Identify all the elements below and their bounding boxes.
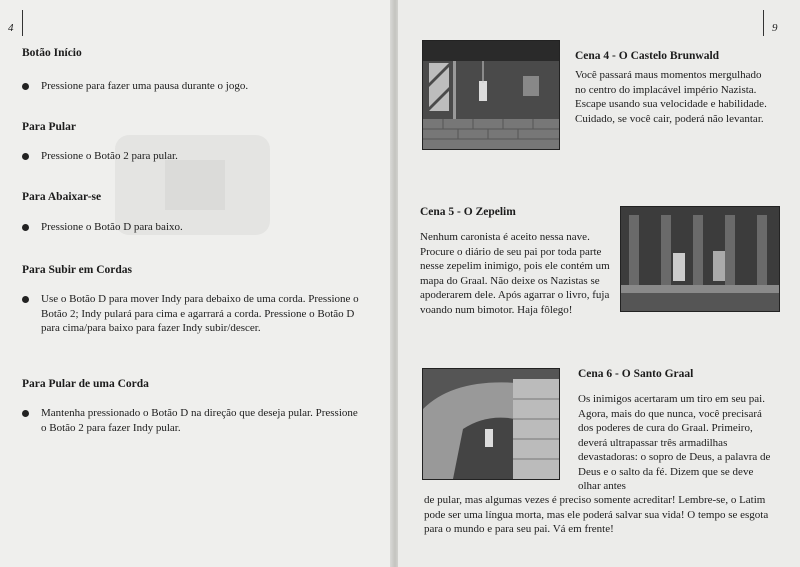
section-heading: Para Abaixar-se: [22, 191, 102, 203]
section-heading: Para Pular: [22, 121, 76, 133]
scene-title: Cena 5 - O Zepelim: [420, 206, 516, 218]
bullet-icon: [22, 410, 29, 417]
zeppelin-scene-illustration: [621, 207, 779, 311]
left-page: [0, 0, 392, 567]
bullet-icon: [22, 296, 29, 303]
bullet-item: [22, 220, 361, 235]
right-page: [398, 0, 800, 567]
scene-description: Os inimigos acertaram um tiro em seu pai. Agora, mais do que nunca, você precisará dos poderes de cura do Graal. Primeiro, deverá ultrapassar três armadilhas devastadoras: o sopro de Deus, a palavra de Deus e o salto da fé. Dizem que se deve olhar antes: [578, 393, 771, 492]
bleed-through-ghost: [178, 40, 184, 63]
scene-6-screenshot: [422, 368, 560, 480]
section-heading: Para Subir em Cordas: [22, 264, 132, 276]
bullet-item: [22, 292, 361, 336]
bullet-text: Pressione para fazer uma pausa durante o jogo.: [41, 80, 249, 92]
grail-scene-illustration: [423, 369, 559, 479]
scene-description: Você passará maus momentos mergulhado no centro do implacável império Nazista. Escape usando sua velocidade e habilidade. Cuidado, se você cair, poderá não levantar.: [575, 69, 767, 125]
scene-4-screenshot: [422, 40, 560, 150]
page-number: 4: [8, 22, 14, 34]
scene-5-screenshot: [620, 206, 780, 312]
bullet-icon: [22, 224, 29, 231]
scene-title: Cena 6 - O Santo Graal: [578, 368, 694, 380]
bullet-icon: [22, 83, 29, 90]
bullet-item: [22, 79, 361, 94]
bullet-text: Pressione o Botão D para baixo.: [41, 221, 183, 233]
page-number: 9: [772, 22, 778, 34]
bullet-item: [22, 149, 361, 164]
castle-scene-illustration: [423, 41, 559, 149]
scene-title: Cena 4 - O Castelo Brunwald: [575, 50, 720, 62]
bullet-text: Mantenha pressionado o Botão D na direção que deseja pular. Pressione o Botão 2 para fazer Indy pular.: [41, 407, 358, 434]
section-heading: Para Pular de uma Corda: [22, 378, 149, 390]
scene-description-continued: de pular, mas algumas vezes é preciso somente acreditar! Lembre-se, o Latim pode ser uma língua morta, mas ele poderá salvar sua vida! O tempo se esgota para o mundo e para seu pai. Vá em frente!: [424, 494, 769, 535]
bullet-text: Pressione o Botão 2 para pular.: [41, 150, 178, 162]
scene-description: Nenhum caronista é aceito nessa nave. Procure o diário de seu pai por toda parte nesse zepelim inimigo, pois ele contém um mapa do Graal. Não deixe os Nazistas se apoderarem dele. Após agarrar o livro, fuja voando num bimotor. Haja fôlego!: [420, 231, 610, 316]
bullet-item: [22, 406, 361, 435]
margin-line: [22, 10, 23, 36]
margin-line: [763, 10, 764, 36]
section-heading: Botão Início: [22, 47, 82, 59]
bleed-through-screen: [165, 160, 225, 210]
bullet-text: Use o Botão D para mover Indy para debaixo de uma corda. Pressione o Botão 2; Indy pulará para cima e agarrará a corda. Pressione o Botão D para cima/para baixo para fazer Indy subir/descer.: [41, 293, 359, 334]
bullet-icon: [22, 153, 29, 160]
